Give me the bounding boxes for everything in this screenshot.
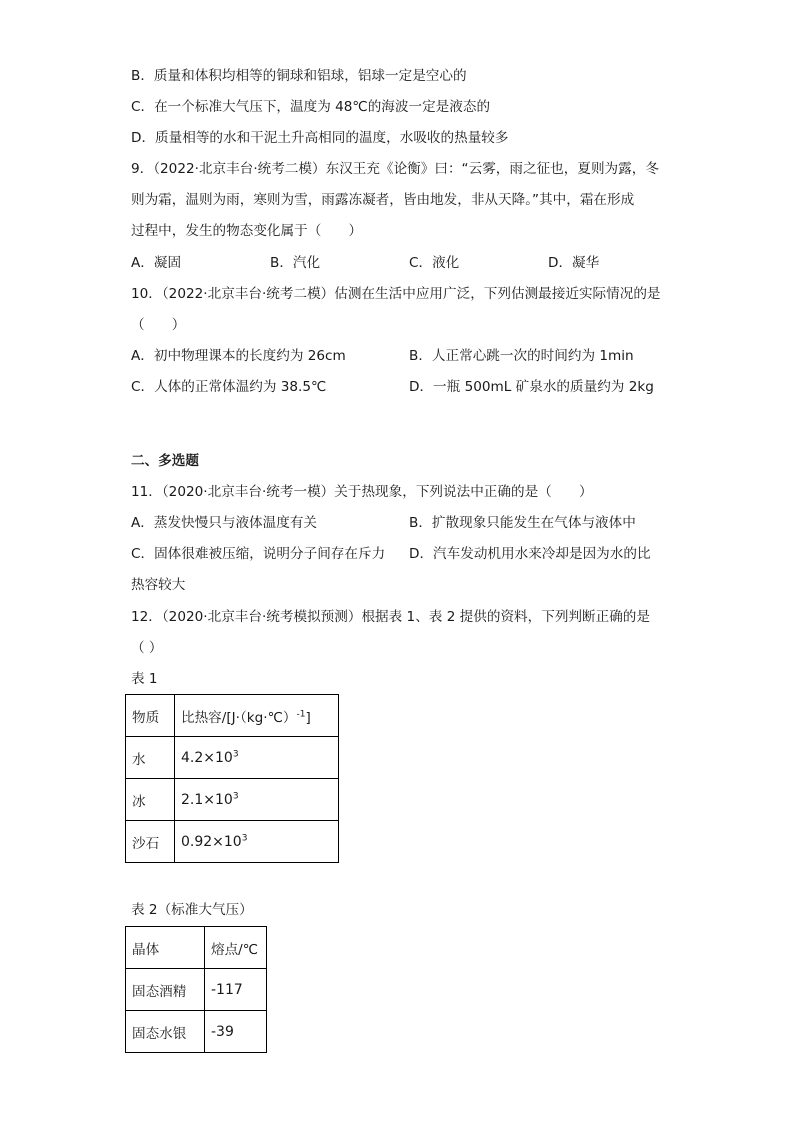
table1-caption: 表 1 (131, 671, 158, 687)
table-row (126, 1011, 267, 1053)
table2-caption: 表 2（标准大气压） (131, 902, 253, 918)
q10-stem-line1: 10．（2022·北京丰台·统考二模）估测在生活中应用广泛，下列估测最接近实际情况的是 (131, 286, 661, 302)
q11-option-a: A．蒸发快慢只与液体温度有关 (131, 515, 318, 531)
q9-option-d: D．凝华 (548, 255, 600, 271)
q8-option-c: C．在一个标准大气压下，温度为 48℃的海波一定是液态的 (131, 99, 491, 115)
table2-cell-value: -117 (205, 969, 267, 1011)
section-title-multiple-choice: 二、多选题 (131, 453, 199, 469)
table2-melting-point (125, 926, 267, 1053)
table2-cell-name: 固态水银 (126, 1011, 205, 1053)
q9-option-a: A．凝固 (131, 255, 182, 271)
table1-cell-value: $0.92\times 10^3$ (175, 821, 339, 863)
table-row (126, 737, 339, 779)
q11-option-d: D．汽车发动机用水来冷却是因为水的比 (409, 546, 651, 562)
q9-stem-line2: 则为霜，温则为雨，寒则为雪，雨露冻凝者，皆由地发，非从天降。”其中，霜在形成 (131, 192, 635, 208)
table1-cell-value: $4.2\times 10^3$ (175, 737, 339, 779)
q11-option-d-continued: 热容较大 (131, 577, 186, 593)
q9-stem-line1: 9．（2022·北京丰台·统考二模）东汉王充《论衡》曰：“云雾，雨之征也，夏则为露，冬 (131, 161, 659, 177)
q10-stem-line2: （ ） (131, 317, 186, 333)
q9-stem-line3: 过程中，发生的物态变化属于（ ） (131, 223, 363, 239)
table-row (126, 779, 339, 821)
table2-header-row (126, 927, 267, 969)
q12-stem-line1: 12．（2020·北京丰台·统考模拟预测）根据表 1、表 2 提供的资料，下列判断正确的是 (131, 609, 650, 625)
q9-option-b: B．汽化 (270, 255, 321, 271)
q11-option-b: B．扩散现象只能发生在气体与液体中 (409, 515, 636, 531)
table1-header-row (126, 695, 339, 737)
q10-option-a: A．初中物理课本的长度约为 26cm (131, 348, 346, 364)
table1-header-substance: 物质 (126, 695, 175, 737)
q8-option-b: B．质量和体积均相等的铜球和铝球，铝球一定是空心的 (131, 68, 467, 84)
q12-stem-line2: （ ） (131, 640, 163, 656)
table1-cell-name: 沙石 (126, 821, 175, 863)
table1-cell-name: 冰 (126, 779, 175, 821)
q10-option-d: D．一瓶 500mL 矿泉水的质量约为 2kg (409, 379, 654, 395)
table2-cell-name: 固态酒精 (126, 969, 205, 1011)
table-row (126, 821, 339, 863)
q11-option-c: C．固体很难被压缩，说明分子间存在斥力 (131, 546, 386, 562)
table1-specific-heat (125, 694, 339, 863)
q11-stem: 11．（2020·北京丰台·统考一模）关于热现象，下列说法中正确的是（ ） (131, 484, 593, 500)
table2-cell-value: -39 (205, 1011, 267, 1053)
q10-option-c: C．人体的正常体温约为 38.5℃ (131, 379, 327, 395)
table2-header-melting-point: 熔点/℃ (205, 927, 267, 969)
table1-cell-value: $2.1\times 10^3$ (175, 779, 339, 821)
table1-cell-name: 水 (126, 737, 175, 779)
table-row (126, 969, 267, 1011)
q9-option-c: C．液化 (409, 255, 460, 271)
table2-header-crystal: 晶体 (126, 927, 205, 969)
q10-option-b: B．人正常心跳一次的时间约为 1min (409, 348, 634, 364)
table1-header-specific-heat: 比热容/[J·（kg·℃）$^{-1}$] (175, 695, 339, 737)
q8-option-d: D．质量相等的水和干泥土升高相同的温度，水吸收的热量较多 (131, 130, 509, 146)
